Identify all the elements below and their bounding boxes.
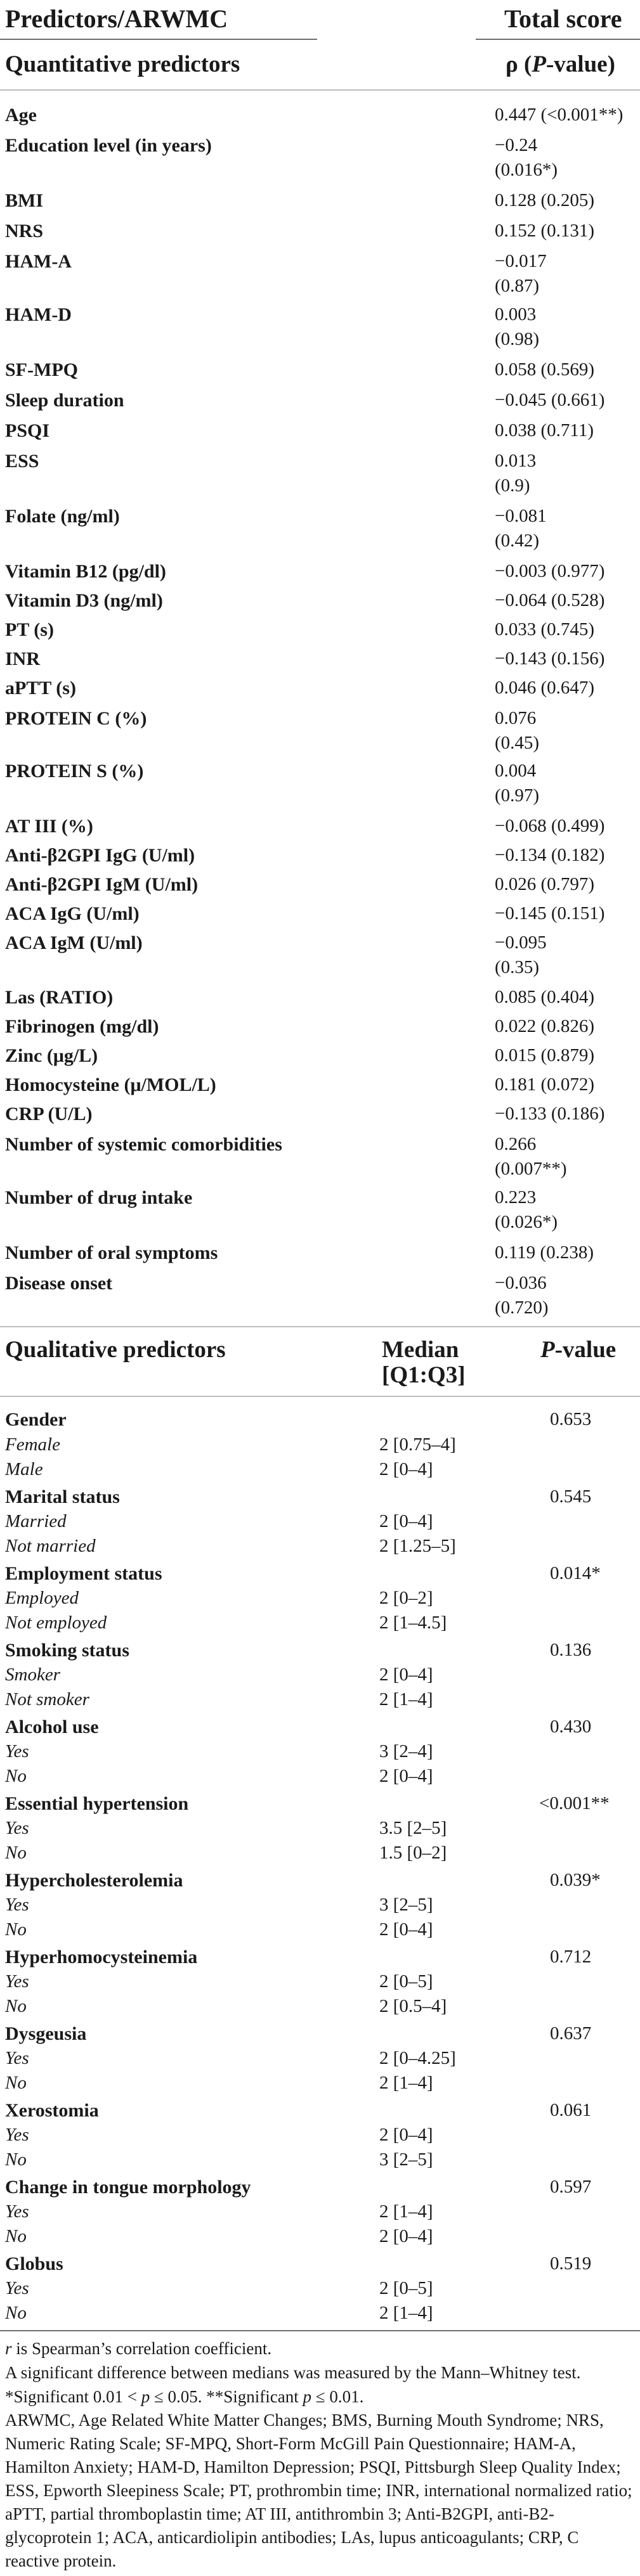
row-value: −0.036	[495, 1273, 547, 1293]
row-value: 0.038 (0.711)	[495, 420, 594, 441]
footnote-mann-whitney: A significant difference between medians was measured by the Mann–Whitney test.	[5, 2363, 581, 2382]
row-value-cont: (0.35)	[495, 957, 540, 977]
row-value-cont: (0.87)	[495, 276, 540, 296]
row-label: HAM-A	[5, 251, 72, 272]
group-label: Hyperhomocysteinemia	[5, 1947, 198, 1967]
col-p-value-label: P-value	[540, 1337, 617, 1363]
row-value-cont: (0.9)	[495, 475, 530, 496]
quantitative-title: Quantitative predictors	[5, 51, 240, 77]
subgroup-label: Yes	[5, 1971, 29, 1992]
group-label: Xerostomia	[5, 2100, 99, 2121]
header-rule-right	[476, 39, 640, 40]
row-value-cont: (0.42)	[495, 531, 540, 551]
subgroup-label: Married	[5, 1511, 67, 1531]
row-value: −0.095	[495, 932, 547, 953]
row-value-cont: (0.016*)	[495, 160, 558, 180]
subgroup-label: Employed	[5, 1588, 79, 1608]
row-label: ACA IgG (U/ml)	[5, 903, 140, 924]
row-value: −0.145 (0.151)	[495, 903, 605, 924]
row-value: −0.045 (0.661)	[495, 390, 605, 410]
row-value: −0.003 (0.977)	[495, 561, 605, 581]
row-label: Las (RATIO)	[5, 987, 114, 1008]
group-p-value: <0.001**	[539, 1793, 610, 1813]
row-label: Age	[5, 105, 37, 126]
subgroup-label: Male	[5, 1459, 43, 1479]
row-value: 0.003	[495, 304, 537, 325]
subgroup-label: Yes	[5, 1741, 29, 1761]
header-predictors: Predictors/ARWMC	[5, 4, 228, 33]
row-value: 0.022 (0.826)	[495, 1016, 595, 1036]
subgroup-label: Not employed	[5, 1613, 107, 1633]
row-label: PROTEIN C (%)	[5, 708, 147, 729]
row-value: 0.152 (0.131)	[495, 221, 595, 241]
group-label: Alcohol use	[5, 1716, 99, 1737]
row-value-cont: (0.98)	[495, 329, 540, 349]
row-label: PROTEIN S (%)	[5, 761, 144, 782]
row-label: Zinc (μg/L)	[5, 1045, 98, 1066]
subgroup-median: 2 [1–4]	[379, 2303, 433, 2323]
subgroup-label: Smoker	[5, 1665, 60, 1685]
subgroup-label: No	[5, 1766, 27, 1786]
qualitative-rule	[0, 1396, 640, 1397]
footnote-significance: *Significant 0.01 < p ≤ 0.05. **Significant p ≤ 0.01.	[5, 2387, 364, 2406]
group-label: Globus	[5, 2253, 63, 2274]
subgroup-label: Yes	[5, 2278, 29, 2298]
row-label: Vitamin D3 (ng/ml)	[5, 590, 163, 611]
row-value: 0.447 (<0.001**)	[495, 105, 624, 125]
subgroup-label: Female	[5, 1434, 60, 1455]
row-label: Vitamin B12 (pg/dl)	[5, 561, 166, 582]
row-value: 0.046 (0.647)	[495, 678, 595, 698]
row-label: Education level (in years)	[5, 135, 212, 156]
subgroup-median: 2 [0–4]	[379, 2125, 433, 2145]
row-label: Folate (ng/ml)	[5, 506, 120, 527]
group-label: Essential hypertension	[5, 1793, 189, 1814]
row-label: Anti-β2GPI IgG (U/ml)	[5, 845, 195, 866]
row-label: Number of oral symptoms	[5, 1242, 218, 1263]
row-value: 0.085 (0.404)	[495, 987, 595, 1007]
subgroup-median: 2 [0.5–4]	[379, 1996, 447, 2016]
subgroup-label: Yes	[5, 2125, 29, 2145]
subgroup-median: 2 [0–4.25]	[379, 2048, 456, 2068]
subgroup-median: 2 [1–4]	[379, 1689, 433, 1710]
row-label: PSQI	[5, 420, 50, 441]
subgroup-median: 2 [0–5]	[379, 2278, 433, 2298]
subgroup-median: 3 [2–5]	[379, 1895, 433, 1915]
row-label: Number of drug intake	[5, 1187, 193, 1208]
group-p-value: 0.653	[550, 1409, 592, 1429]
row-label: aPTT (s)	[5, 678, 76, 699]
group-label: Employment status	[5, 1563, 162, 1584]
row-value-cont: (0.007**)	[495, 1159, 567, 1179]
row-value-cont: (0.45)	[495, 733, 540, 753]
row-value: −0.068 (0.499)	[495, 816, 605, 836]
row-label: AT III (%)	[5, 816, 93, 837]
group-label: Gender	[5, 1409, 67, 1430]
subgroup-median: 2 [0–4]	[379, 1919, 433, 1940]
table-bottom-rule	[0, 2330, 640, 2331]
row-label: HAM-D	[5, 304, 72, 325]
row-value: 0.013	[495, 451, 537, 471]
row-value: −0.24	[495, 135, 538, 155]
quantitative-rule	[0, 89, 640, 91]
group-label: Change in tongue morphology	[5, 2177, 251, 2198]
row-value: 0.026 (0.797)	[495, 874, 595, 894]
row-value: 0.004	[495, 761, 537, 781]
group-p-value: 0.712	[550, 1947, 592, 1967]
group-p-value: 0.039*	[550, 1870, 601, 1890]
subgroup-label: No	[5, 2149, 27, 2170]
header-rule-left	[0, 39, 317, 40]
row-value-cont: (0.026*)	[495, 1212, 558, 1232]
row-value: 0.033 (0.745)	[495, 619, 595, 640]
row-label: INR	[5, 648, 41, 669]
subgroup-median: 2 [0–4]	[379, 2226, 433, 2246]
subgroup-label: No	[5, 2226, 27, 2246]
subgroup-median: 2 [0–4]	[379, 1665, 433, 1685]
group-p-value: 0.545	[550, 1486, 592, 1507]
row-value: 0.119 (0.238)	[495, 1242, 594, 1263]
row-value-cont: (0.720)	[495, 1298, 549, 1318]
row-label: ACA IgM (U/ml)	[5, 932, 143, 953]
subgroup-label: Yes	[5, 1895, 29, 1915]
section-divider	[0, 1326, 640, 1327]
subgroup-median: 2 [0–4]	[379, 1511, 433, 1531]
qualitative-title: Qualitative predictors	[5, 1337, 226, 1363]
subgroup-label: No	[5, 1843, 27, 1863]
subgroup-median: 2 [0–4]	[379, 1766, 433, 1786]
subgroup-label: No	[5, 1919, 27, 1940]
footnote-spearman: r is Spearman’s correlation coefficient.	[5, 2339, 272, 2358]
row-label: SF-MPQ	[5, 359, 78, 380]
subgroup-label: No	[5, 1996, 27, 2016]
subgroup-median: 3.5 [2–5]	[379, 1818, 447, 1838]
group-label: Smoking status	[5, 1640, 129, 1661]
subgroup-label: Yes	[5, 1818, 29, 1838]
row-label: CRP (U/L)	[5, 1104, 93, 1124]
row-label: Fibrinogen (mg/dl)	[5, 1016, 159, 1037]
subgroup-label: No	[5, 2303, 27, 2323]
group-p-value: 0.519	[550, 2253, 592, 2274]
subgroup-median: 3 [2–5]	[379, 2149, 433, 2170]
subgroup-label: Not married	[5, 1536, 96, 1556]
subgroup-median: 2 [0–5]	[379, 1971, 433, 1992]
subgroup-label: Yes	[5, 2201, 29, 2222]
col-median-label: Median	[382, 1337, 459, 1363]
subgroup-median: 2 [0–4]	[379, 1459, 433, 1479]
subgroup-median: 2 [1.25–5]	[379, 1536, 456, 1556]
row-value: −0.064 (0.528)	[495, 590, 605, 610]
row-value: −0.017	[495, 251, 547, 271]
subgroup-label: Yes	[5, 2048, 29, 2068]
subgroup-median: 2 [0–2]	[379, 1588, 433, 1608]
row-value: 0.128 (0.205)	[495, 190, 595, 210]
row-value: −0.133 (0.186)	[495, 1104, 605, 1124]
subgroup-median: 3 [2–4]	[379, 1741, 433, 1761]
group-p-value: 0.014*	[550, 1563, 601, 1583]
subgroup-median: 2 [0.75–4]	[379, 1434, 456, 1455]
row-label: Anti-β2GPI IgM (U/ml)	[5, 874, 199, 895]
row-value: 0.076	[495, 708, 537, 728]
subgroup-median: 2 [1–4]	[379, 2201, 433, 2222]
row-label: NRS	[5, 221, 44, 242]
row-value: 0.015 (0.879)	[495, 1045, 595, 1066]
row-label: PT (s)	[5, 619, 54, 640]
row-label: Homocysteine (μ/MOL/L)	[5, 1074, 216, 1095]
group-label: Marital status	[5, 1486, 120, 1507]
group-p-value: 0.637	[550, 2023, 592, 2044]
row-label: Number of systemic comorbidities	[5, 1134, 282, 1155]
footnote-abbreviations: ARWMC, Age Related White Matter Changes; BMS, Burning Mouth Syndrome; NRS, Numeric Rating Scale; SF-MPQ, Short-Form McGill Pain Questionnaire; HAM-A, Hamilton Anxiety; HAM-D, Hamilton Depression; PSQI, Pittsburgh Sleep Quality Index; ESS, Epworth Sleepiness Scale; PT, prothrombin time; INR, international normalized ratio; aPTT, partial thromboplastin time; AT III, antithrombin 3; Anti-B2GPI, anti-B2-glycoprotein 1; ACA, anticardiolipin antibodies; LAs, lupus anticoagulants; CRP, C reactive protein.	[5, 2411, 632, 2570]
header-total-score: Total score	[504, 4, 622, 33]
group-label: Dysgeusia	[5, 2023, 87, 2044]
subgroup-label: No	[5, 2073, 27, 2093]
row-label: BMI	[5, 190, 43, 211]
row-label: ESS	[5, 451, 39, 472]
col-q1q3-label: [Q1:Q3]	[382, 1362, 466, 1388]
subgroup-median: 1.5 [0–2]	[379, 1843, 447, 1863]
row-value: 0.266	[495, 1134, 537, 1154]
group-p-value: 0.061	[550, 2100, 592, 2120]
row-value: −0.081	[495, 506, 547, 526]
subgroup-median: 2 [1–4.5]	[379, 1613, 447, 1633]
row-value: 0.058 (0.569)	[495, 359, 595, 380]
group-p-value: 0.430	[550, 1716, 592, 1737]
subgroup-median: 2 [1–4]	[379, 2073, 433, 2093]
row-value: 0.181 (0.072)	[495, 1074, 595, 1095]
row-value-cont: (0.97)	[495, 785, 540, 806]
row-value: −0.143 (0.156)	[495, 648, 605, 669]
group-p-value: 0.136	[550, 1640, 592, 1660]
row-value: −0.134 (0.182)	[495, 845, 605, 865]
row-label: Disease onset	[5, 1273, 113, 1294]
subgroup-label: Not smoker	[5, 1689, 89, 1710]
row-label: Sleep duration	[5, 390, 124, 411]
quantitative-col-header: ρ (P-value)	[506, 51, 615, 77]
group-p-value: 0.597	[550, 2177, 592, 2197]
group-label: Hypercholesterolemia	[5, 1870, 183, 1891]
row-value: 0.223	[495, 1187, 537, 1208]
